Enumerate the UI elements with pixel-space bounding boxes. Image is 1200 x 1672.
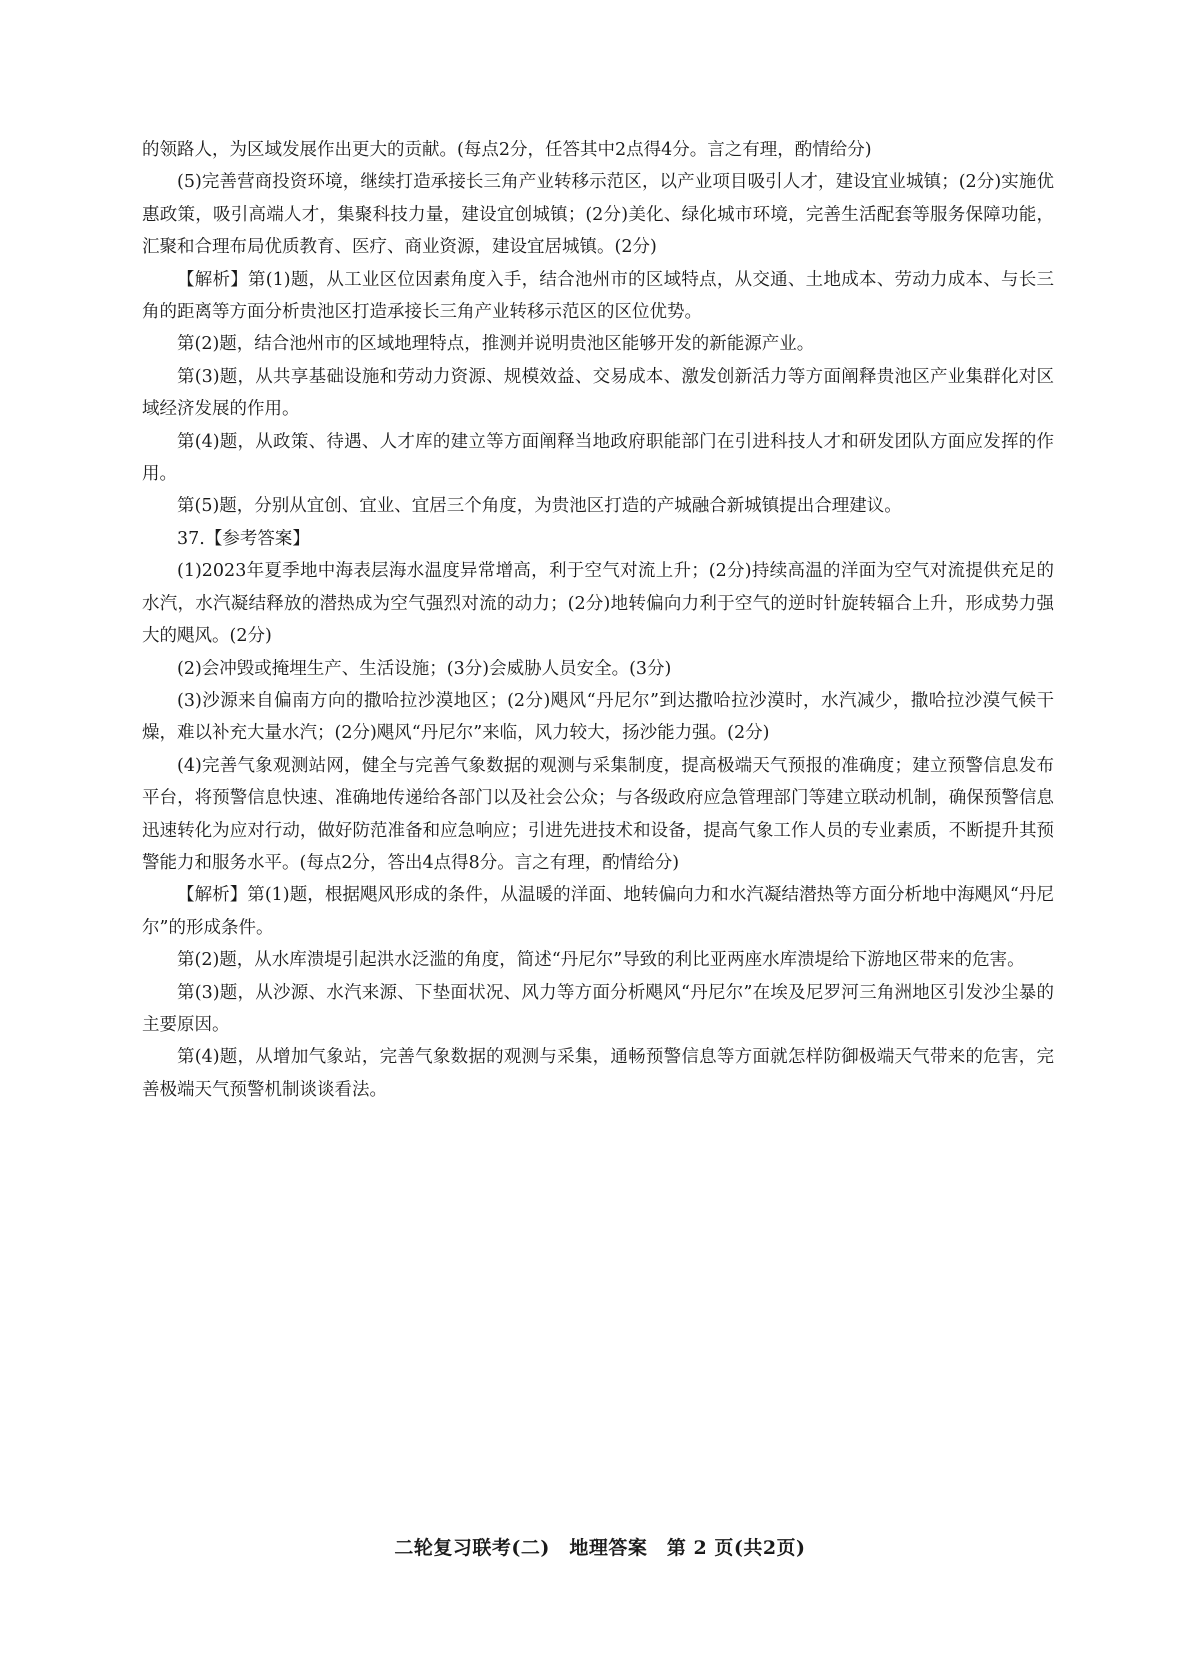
answer-37-1: (1)2023年夏季地中海表层海水温度异常增高，利于空气对流上升；(2分)持续高温的洋面为空气对流提供充足的水汽，水汽凝结释放的潜热成为空气强烈对流的动力；(2分)地转偏向力利于空气的逆时针旋转辐合上升，形成势力强大的飓风。(2分) (142, 561, 1054, 647)
answer-37-4: (4)完善气象观测站网，健全与完善气象数据的观测与采集制度，提高极端天气预报的准确度；建立预警信息发布平台，将预警信息快速、准确地传递给各部门以及社会公众；与各级政府应急管理部门等建立联动机制，确保预警信息迅速转化为应对行动，做好防范准备和应急响应；引进先进技术和设备，提高气象工作人员的专业素质，不断提升其预警能力和服务水平。(每点2分，答出4点得8分。言之有理，酌情给分) (142, 755, 1054, 873)
analysis-36-1: 【解析】第(1)题，从工业区位因素角度入手，结合池州市的区域特点，从交通、土地成本、劳动力成本、与长三角的距离等方面分析贵池区打造承接长三角产业转移示范区的区位优势。 (142, 269, 1054, 323)
analysis-37-2: 第(2)题，从水库溃堤引起洪水泛滥的角度，简述“丹尼尔”导致的利比亚两座水库溃堤给下游地区带来的危害。 (177, 950, 1025, 971)
answer-body (142, 134, 1054, 1106)
analysis-37-1: 【解析】第(1)题，根据飓风形成的条件，从温暖的洋面、地转偏向力和水汽凝结潜热等方面分析地中海飓风“丹尼尔”的形成条件。 (142, 885, 1054, 938)
answer-36-5: (5)完善营商投资环境，继续打造承接长三角产业转移示范区，以产业项目吸引人才，建设宜业城镇；(2分)实施优惠政策，吸引高端人才，集聚科技力量，建设宜创城镇；(2分)美化、绿化城市环境，完善生活配套等服务保障功能，汇聚和合理布局优质教育、医疗、商业资源，建设宜居城镇。(2分) (142, 172, 1054, 258)
analysis-36-3: 第(3)题，从共享基础设施和劳动力资源、规模效益、交易成本、激发创新活力等方面阐释贵池区产业集群化对区域经济发展的作用。 (142, 366, 1054, 420)
answer-37-3: (3)沙源来自偏南方向的撒哈拉沙漠地区；(2分)飓风“丹尼尔”到达撒哈拉沙漠时，水汽减少，撒哈拉沙漠气候干燥，难以补充大量水汽；(2分)飓风“丹尼尔”来临，风力较大，扬沙能力强。(2分) (142, 690, 1054, 744)
paragraph-continuation: 的领路人，为区域发展作出更大的贡献。(每点2分，任答其中2点得4分。言之有理，酌情给分) (142, 140, 872, 160)
analysis-36-4: 第(4)题，从政策、待遇、人才库的建立等方面阐释当地政府职能部门在引进科技人才和研发团队方面应发挥的作用。 (142, 431, 1054, 485)
analysis-37-3: 第(3)题，从沙源、水汽来源、下垫面状况、风力等方面分析飓风“丹尼尔”在埃及尼罗河三角洲地区引发沙尘暴的主要原因。 (142, 982, 1054, 1035)
question-37-heading: 37.【参考答案】 (177, 528, 310, 549)
analysis-36-2: 第(2)题，结合池州市的区域地理特点，推测并说明贵池区能够开发的新能源产业。 (177, 334, 815, 355)
analysis-37-4: 第(4)题，从增加气象站，完善气象数据的观测与采集，通畅预警信息等方面就怎样防御极端天气带来的危害，完善极端天气预警机制谈谈看法。 (142, 1047, 1054, 1100)
page-footer: 二轮复习联考(二) 地理答案 第 2 页(共2页) (394, 1537, 806, 1559)
answer-37-2: (2)会冲毁或掩埋生产、生活设施；(3分)会威胁人员安全。(3分) (177, 658, 672, 679)
analysis-36-5: 第(5)题，分别从宜创、宜业、宜居三个角度，为贵池区打造的产城融合新城镇提出合理建议。 (177, 496, 902, 517)
